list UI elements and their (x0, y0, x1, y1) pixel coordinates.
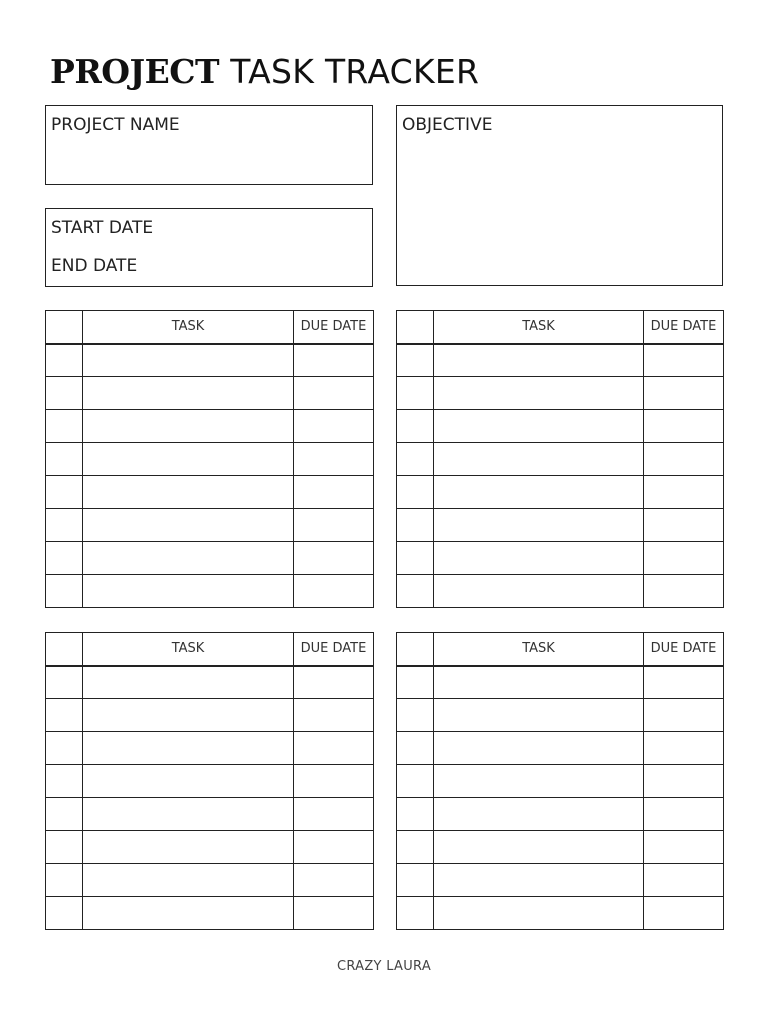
task-cell[interactable] (434, 476, 644, 509)
title-light: TASK TRACKER (230, 52, 480, 91)
due-date-cell[interactable] (294, 666, 374, 699)
table-row (46, 410, 374, 443)
due-date-column-header: DUE DATE (294, 633, 374, 666)
table-row (46, 377, 374, 410)
check-cell[interactable] (46, 509, 83, 542)
end-date-label: END DATE (51, 256, 138, 276)
due-date-cell[interactable] (294, 377, 374, 410)
table-header-row (397, 633, 724, 666)
table-header-row (46, 311, 374, 344)
task-cell[interactable] (83, 732, 294, 765)
check-cell[interactable] (397, 509, 434, 542)
table-row (46, 897, 374, 930)
table-row (46, 443, 374, 476)
check-cell[interactable] (46, 443, 83, 476)
task-cell[interactable] (434, 443, 644, 476)
task-column-header: TASK (83, 633, 294, 666)
due-date-cell[interactable] (294, 575, 374, 608)
table-row (397, 831, 724, 864)
due-date-cell[interactable] (294, 542, 374, 575)
objective-label: OBJECTIVE (402, 115, 493, 135)
project-name-box[interactable] (45, 105, 373, 185)
check-cell[interactable] (46, 476, 83, 509)
table-row (397, 666, 724, 699)
table-row (46, 732, 374, 765)
due-date-cell[interactable] (644, 897, 724, 930)
task-cell[interactable] (434, 666, 644, 699)
due-date-cell[interactable] (644, 798, 724, 831)
task-cell[interactable] (434, 765, 644, 798)
table-row (46, 798, 374, 831)
check-cell[interactable] (397, 443, 434, 476)
check-cell[interactable] (397, 542, 434, 575)
task-cell[interactable] (83, 897, 294, 930)
due-date-cell[interactable] (294, 798, 374, 831)
task-cell[interactable] (83, 443, 294, 476)
task-cell[interactable] (434, 542, 644, 575)
due-date-cell[interactable] (294, 864, 374, 897)
table-row (46, 476, 374, 509)
check-cell[interactable] (397, 575, 434, 608)
check-cell[interactable] (46, 575, 83, 608)
check-column-header (46, 311, 83, 344)
objective-box[interactable] (396, 105, 723, 286)
title-bold: PROJECT (50, 52, 220, 91)
check-cell[interactable] (397, 377, 434, 410)
table-row (397, 798, 724, 831)
check-cell[interactable] (397, 798, 434, 831)
check-cell[interactable] (397, 732, 434, 765)
check-cell[interactable] (397, 864, 434, 897)
start-date-label: START DATE (51, 218, 154, 238)
table-row (46, 765, 374, 798)
task-cell[interactable] (83, 831, 294, 864)
task-cell[interactable] (434, 509, 644, 542)
table-row (46, 699, 374, 732)
check-cell[interactable] (46, 864, 83, 897)
task-table-3 (45, 632, 374, 930)
check-column-header (397, 633, 434, 666)
due-date-cell[interactable] (294, 897, 374, 930)
due-date-column-header: DUE DATE (294, 311, 374, 344)
table-row (46, 666, 374, 699)
task-cell[interactable] (83, 699, 294, 732)
due-date-cell[interactable] (644, 377, 724, 410)
table-row (397, 765, 724, 798)
task-cell[interactable] (434, 897, 644, 930)
task-column-header: TASK (434, 633, 644, 666)
due-date-cell[interactable] (294, 509, 374, 542)
task-cell[interactable] (434, 699, 644, 732)
due-date-cell[interactable] (644, 344, 724, 377)
table-row (46, 542, 374, 575)
task-cell[interactable] (83, 509, 294, 542)
due-date-cell[interactable] (644, 666, 724, 699)
check-column-header (46, 633, 83, 666)
check-column-header (397, 311, 434, 344)
task-cell[interactable] (434, 864, 644, 897)
table-row (46, 831, 374, 864)
due-date-cell[interactable] (644, 732, 724, 765)
task-column-header: TASK (83, 311, 294, 344)
task-cell[interactable] (83, 798, 294, 831)
check-cell[interactable] (46, 798, 83, 831)
task-cell[interactable] (83, 410, 294, 443)
check-cell[interactable] (397, 476, 434, 509)
due-date-cell[interactable] (644, 410, 724, 443)
table-row (46, 509, 374, 542)
task-column-header: TASK (434, 311, 644, 344)
table-header-row (397, 311, 724, 344)
task-cell[interactable] (83, 765, 294, 798)
table-row (397, 410, 724, 443)
check-cell[interactable] (46, 897, 83, 930)
task-table-2 (396, 310, 724, 608)
table-header-row (46, 633, 374, 666)
table-row (46, 575, 374, 608)
table-row (397, 575, 724, 608)
task-cell[interactable] (434, 410, 644, 443)
table-row (397, 509, 724, 542)
check-cell[interactable] (46, 410, 83, 443)
task-table-4 (396, 632, 724, 930)
table-row (397, 732, 724, 765)
check-cell[interactable] (46, 542, 83, 575)
task-cell[interactable] (83, 377, 294, 410)
check-cell[interactable] (397, 699, 434, 732)
check-cell[interactable] (397, 765, 434, 798)
task-cell[interactable] (83, 864, 294, 897)
due-date-cell[interactable] (644, 831, 724, 864)
task-table-1 (45, 310, 374, 608)
check-cell[interactable] (46, 732, 83, 765)
project-name-label: PROJECT NAME (51, 115, 180, 135)
check-cell[interactable] (397, 410, 434, 443)
due-date-cell[interactable] (644, 575, 724, 608)
due-date-cell[interactable] (644, 864, 724, 897)
task-cell[interactable] (434, 344, 644, 377)
task-cell[interactable] (434, 732, 644, 765)
table-row (397, 897, 724, 930)
task-cell[interactable] (434, 377, 644, 410)
task-cell[interactable] (83, 344, 294, 377)
table-row (397, 476, 724, 509)
check-cell[interactable] (397, 831, 434, 864)
check-cell[interactable] (397, 897, 434, 930)
due-date-column-header: DUE DATE (644, 311, 724, 344)
due-date-cell[interactable] (294, 476, 374, 509)
due-date-cell[interactable] (294, 732, 374, 765)
due-date-cell[interactable] (294, 344, 374, 377)
due-date-cell[interactable] (294, 410, 374, 443)
check-cell[interactable] (46, 765, 83, 798)
due-date-cell[interactable] (294, 765, 374, 798)
dates-box[interactable] (45, 208, 373, 287)
task-cell[interactable] (83, 666, 294, 699)
table-row (397, 443, 724, 476)
check-cell[interactable] (46, 344, 83, 377)
check-cell[interactable] (46, 699, 83, 732)
task-cell[interactable] (83, 476, 294, 509)
table-row (46, 344, 374, 377)
due-date-cell[interactable] (644, 509, 724, 542)
due-date-column-header: DUE DATE (644, 633, 724, 666)
due-date-cell[interactable] (294, 831, 374, 864)
table-row (397, 542, 724, 575)
table-row (397, 699, 724, 732)
due-date-cell[interactable] (644, 542, 724, 575)
due-date-cell[interactable] (644, 699, 724, 732)
footer-brand: CRAZY LAURA (336, 959, 432, 974)
table-row (397, 344, 724, 377)
task-cell[interactable] (434, 798, 644, 831)
task-cell[interactable] (434, 831, 644, 864)
due-date-cell[interactable] (644, 476, 724, 509)
due-date-cell[interactable] (644, 443, 724, 476)
check-cell[interactable] (397, 666, 434, 699)
task-cell[interactable] (83, 575, 294, 608)
check-cell[interactable] (397, 344, 434, 377)
check-cell[interactable] (46, 666, 83, 699)
check-cell[interactable] (46, 831, 83, 864)
table-row (397, 377, 724, 410)
check-cell[interactable] (46, 377, 83, 410)
due-date-cell[interactable] (644, 765, 724, 798)
page-title (50, 52, 480, 91)
due-date-cell[interactable] (294, 443, 374, 476)
table-row (46, 864, 374, 897)
due-date-cell[interactable] (294, 699, 374, 732)
task-cell[interactable] (83, 542, 294, 575)
task-cell[interactable] (434, 575, 644, 608)
table-row (397, 864, 724, 897)
